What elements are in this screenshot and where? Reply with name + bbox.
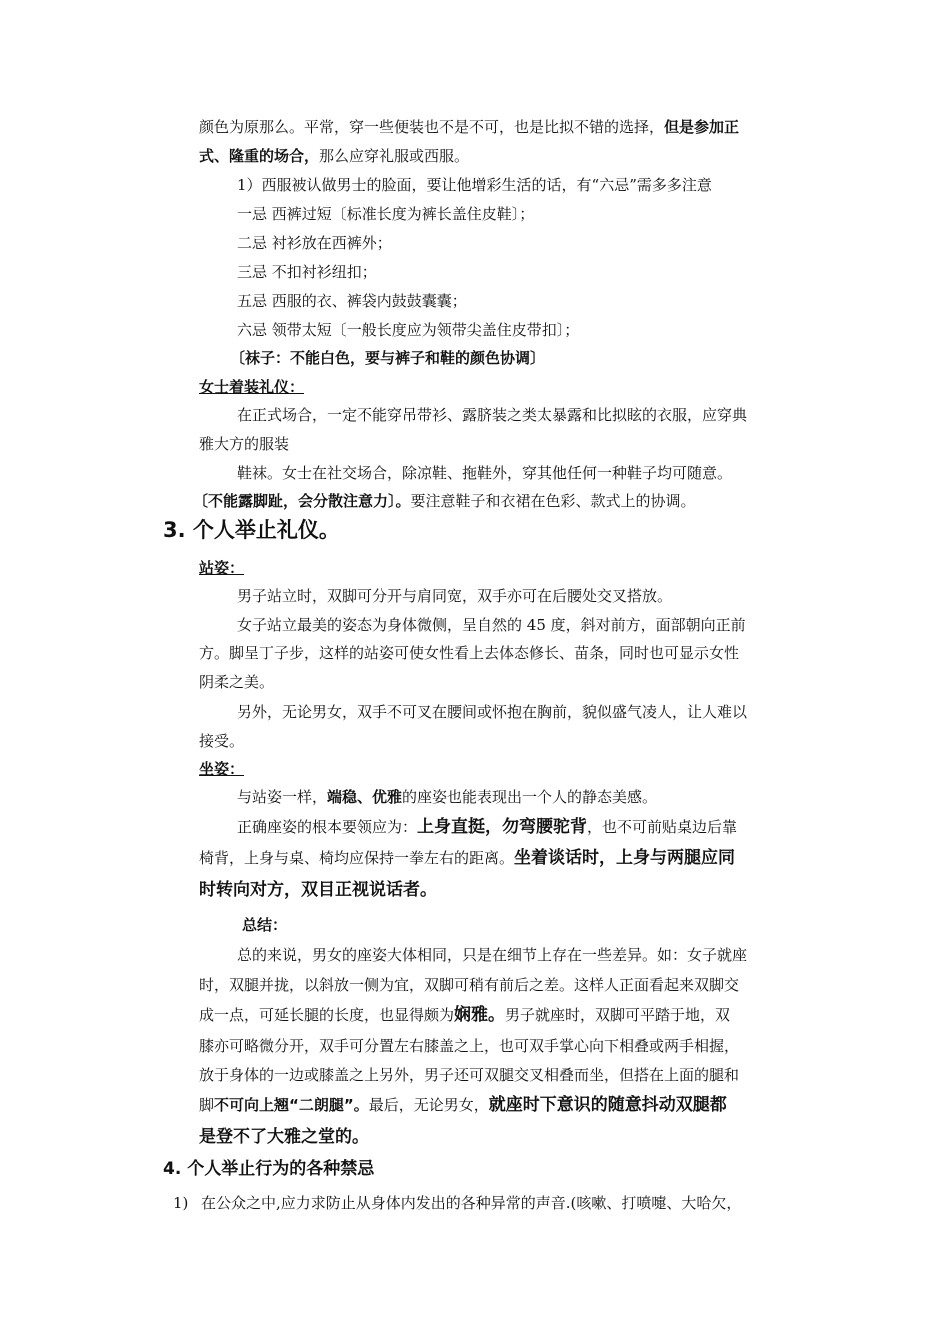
summary-line: 膝亦可略微分开，双手可分置左右膝盖之上，也可双手掌心向下相叠或两手相握， [199,1037,740,1055]
taboo-item: 五忌 西服的衣、裤袋内鼓鼓囊囊； [237,292,467,310]
stand-p3-line1: 另外，无论男女，双手不可叉在腰间或怀抱在胸前，貌似盛气凌人，让人难以 [237,703,748,721]
suit-intro: 1）西服被认做男士的脸面，要让他增彩生活的话，有“六忌”需多多注意 [237,176,712,194]
bold-text: 端稳、优雅 [327,788,403,806]
sit-p2-line1 [237,817,737,837]
text: 颜色为原那么。平常，穿一些便装也不是不可，也是比拟不错的选择， [199,118,665,136]
women-p1-line2: 雅大方的服装 [199,435,290,453]
socks-note: 〔袜子：不能白色，要与裤子和鞋的颜色协调〕 [230,349,546,367]
text: 与站姿一样， [237,788,328,806]
text: 最后，无论男女， [368,1096,489,1114]
taboo-item: 六忌 领带太短〔一般长度应为领带尖盖住皮带扣〕； [237,321,580,339]
summary-line: 是登不了大雅之堂的。 [199,1127,369,1147]
dress-line-1 [199,117,739,137]
stand-p2-line1: 女子站立最美的姿态为身体微侧，呈自然的 45 度，斜对前方，面部朝向正前 [237,616,746,634]
dress-line-2 [199,146,469,166]
text: 要注意鞋子和衣裙在色彩、款式上的协调。 [410,492,696,510]
summary-title: 总结： [242,916,288,934]
women-p2-line1: 鞋袜。女士在社交场合，除凉鞋、拖鞋外，穿其他任何一种鞋子均可随意。 [237,464,733,482]
sit-p2-line2 [199,848,735,868]
text: 椅背，上身与桌、椅均应保持一拳左右的距离。 [199,849,515,867]
bold-text: 就座时下意识的随意抖动双腿都 [488,1095,727,1115]
section-4-heading: 4. 个人举止行为的各种禁忌 [163,1159,375,1179]
summary-line: 放于身体的一边或膝盖之上另外，男子还可双腿交叉相叠而坐，但搭在上面的腿和 [199,1066,740,1084]
section-3-heading: 3. 个人举止礼仪。 [163,518,340,542]
taboo-item: 一忌 西裤过短〔标准长度为裤长盖住皮鞋〕； [237,205,535,223]
stand-p1: 男子站立时，双脚可分开与肩同宽，双手亦可在后腰处交叉搭放。 [237,587,673,605]
text: 成一点，可延长腿的长度，也显得颇为 [199,1006,455,1024]
bold-text: 娴雅。 [454,1005,506,1025]
bold-text: 式、隆重的场合， [199,147,320,165]
taboo-item: 二忌 衬衫放在西裤外； [237,234,392,252]
sit-p2-line3: 时转向对方，双目正视说话者。 [199,880,437,900]
summary-line [199,1005,730,1025]
summary-line: 总的来说，男女的座姿大体相同，只是在细节上存在一些差异。如：女子就座 [237,946,748,964]
text: 脚 [199,1096,215,1114]
sitting-title: 坐姿： [199,760,245,778]
text: 正确座姿的根本要领应为： [237,818,418,836]
bold-text: 坐着谈话时，上身与两腿应同 [514,848,736,868]
stand-p2-line2: 方。脚呈丁子步，这样的站姿可使女性看上去体态修长、苗条，同时也可显示女性 [199,644,740,662]
text: 的座姿也能表现出一个人的静态美感。 [402,788,658,806]
women-p1-line1: 在正式场合，一定不能穿吊带衫、露脐装之类太暴露和比拟眩的衣服，应穿典 [237,406,748,424]
section-4-item-1: 在公众之中,应力求防止从身体内发出的各种异常的声音.(咳嗽、打喷嚏、大哈欠， [201,1194,742,1212]
women-dress-title: 女士着装礼仪： [199,378,305,396]
text: 那么应穿礼服或西服。 [319,147,470,165]
stand-p3-line2: 接受。 [199,732,245,750]
bold-text: 但是参加正 [664,118,740,136]
bold-text: 上身直挺，勿弯腰驼背 [417,817,588,837]
bold-text: 不可向上翘“二朗腿”。 [214,1096,369,1114]
taboo-item: 三忌 不扣衬衫纽扣； [237,263,377,281]
summary-line: 时，双腿并拢，以斜放一侧为宜，双脚可稍有前后之差。这样人正面看起来双脚交 [199,976,740,994]
text: 男子就座时，双脚可平踏于地，双 [505,1006,731,1024]
sit-p1 [237,787,657,807]
text: ，也不可前贴桌边后靠 [587,818,738,836]
women-p2-line2 [193,491,696,511]
bold-text: 〔不能露脚趾，会分散注意力〕。 [193,492,411,510]
stand-p2-line3: 阴柔之美。 [199,673,275,691]
item-number: 1) [173,1194,189,1212]
summary-line [199,1095,727,1115]
standing-title: 站姿： [199,559,245,577]
